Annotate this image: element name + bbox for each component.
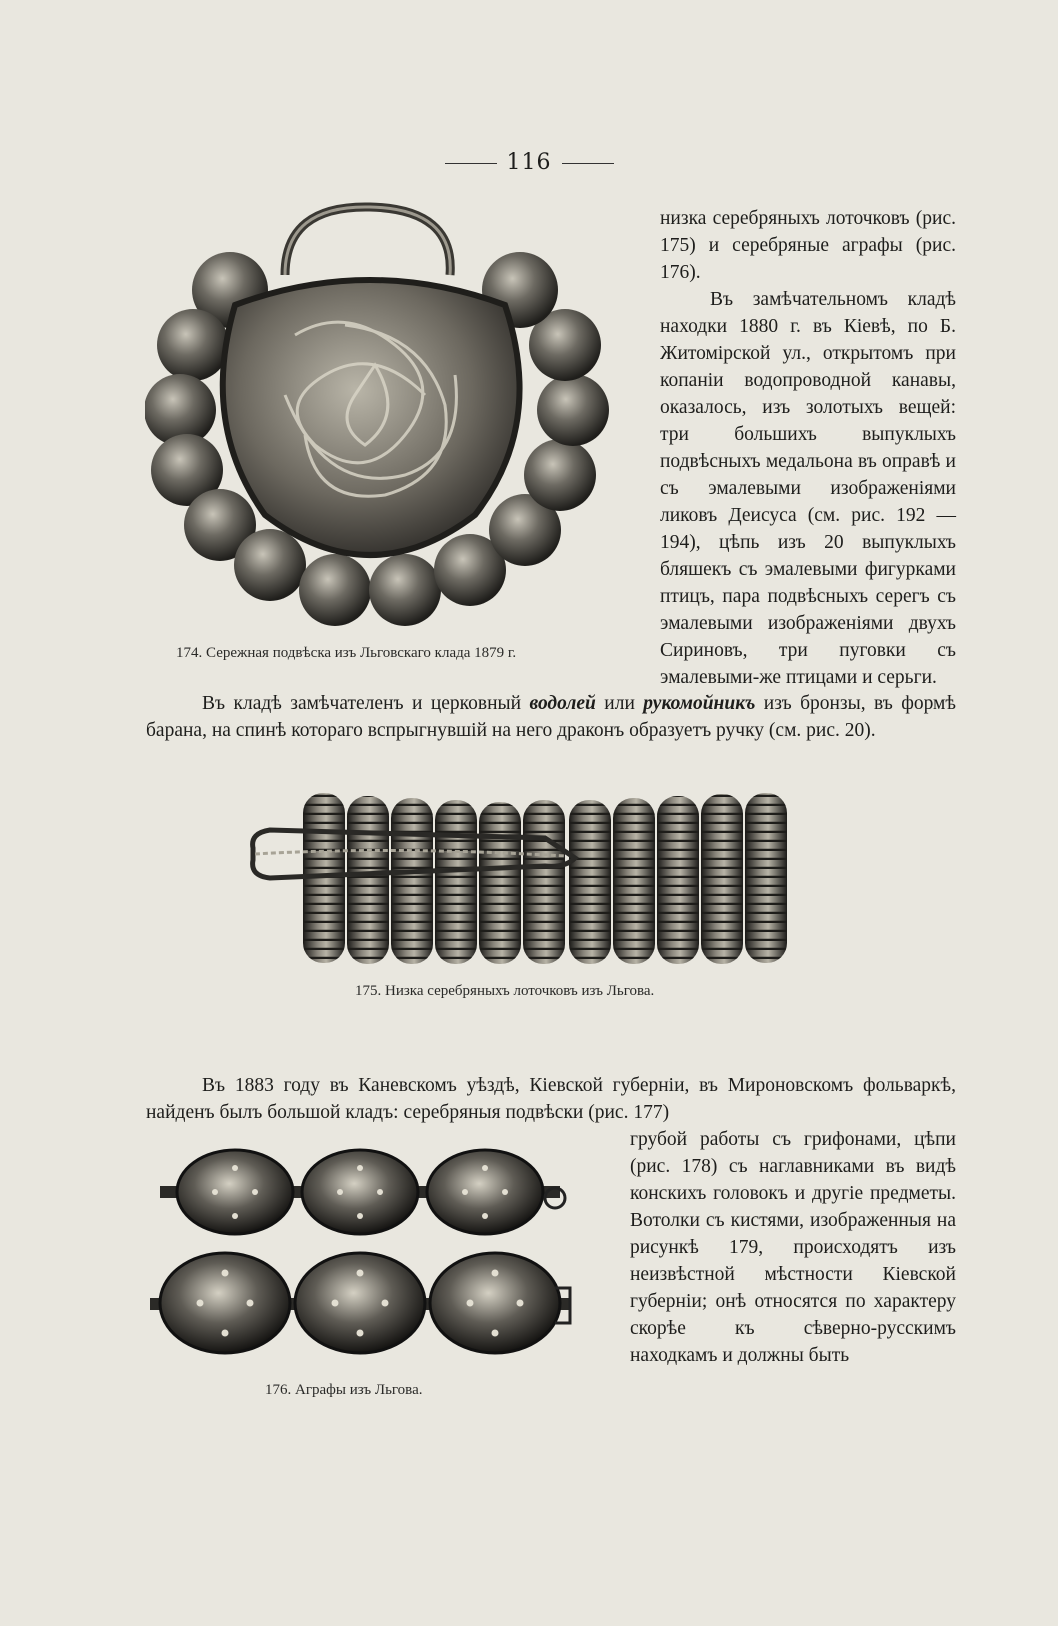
paragraph-1: низка серебряныхъ лоточковъ (рис. 175) и серебряные аграфы (рис. 176). [660,208,956,283]
full-width-paragraph-2: Въ 1883 году въ Каневскомъ уѣздѣ, Кіевской губерніи, въ Мироновскомъ фольваркѣ, найденъ былъ большой кладъ: серебряныя подвѣски (рис. 177) [146,1075,956,1123]
strand-cylinders [303,793,787,964]
figure-175-caption: 175. Низка серебряныхъ лоточковъ изъ Льгова. [355,983,655,999]
right-column-text-2 [630,1126,956,1369]
paragraph-3: грубой работы съ грифонами, цѣпи (рис. 178) съ наглавниками въ видѣ конскихъ головокъ и другіе предметы. Вотолки съ кистями, изображенныя на рисункѣ 179, происходятъ изъ неизвѣстной мѣстности Кіевской губерніи; онѣ относятся по характеру скорѣе къ сѣверно-русскимъ находкамъ и должны быть [630,1129,956,1366]
full-width-paragraph-1: Въ кладѣ замѣчателенъ и церковный водолей или рукомойникъ изъ бронзы, въ формѣ барана, на спинѣ котораго вспрыгнувшій на него драконъ образуетъ ручку (см. рис. 20). [146,693,956,741]
lower-clasp [150,1253,570,1353]
upper-clasp [160,1150,565,1234]
figure-175-strand-image [245,788,825,968]
right-column-text [660,205,956,691]
paragraph-2: Въ замѣчательномъ кладѣ находки 1880 г. въ Кіевѣ, по Б. Житомірской ул., открытомъ при копаніи водопроводной канавы, оказалось, изъ золотыхъ вещей: три большихъ выпуклыхъ подвѣсныхъ медальона въ оправѣ и съ эмалевыми изображеніями ликовъ Деисуса (см. рис. 192 — 194), цѣпь изъ 20 выпуклыхъ бляшекъ съ эмалевыми фигурками птицъ, пара подвѣсныхъ серегъ съ эмалевыми изображеніями двухъ Сириновъ, три пуговки съ эмалевыми-же птицами и серьги. [660,289,956,688]
figure-174-caption: 174. Сережная подвѣска изъ Льговскаго клада 1879 г. [176,645,517,661]
figure-174-earring-image [145,195,615,645]
figure-176-clasps-image [145,1138,605,1358]
figure-176-caption: 176. Аграфы изъ Льгова. [265,1382,423,1398]
page-number: 116 [0,150,1058,175]
